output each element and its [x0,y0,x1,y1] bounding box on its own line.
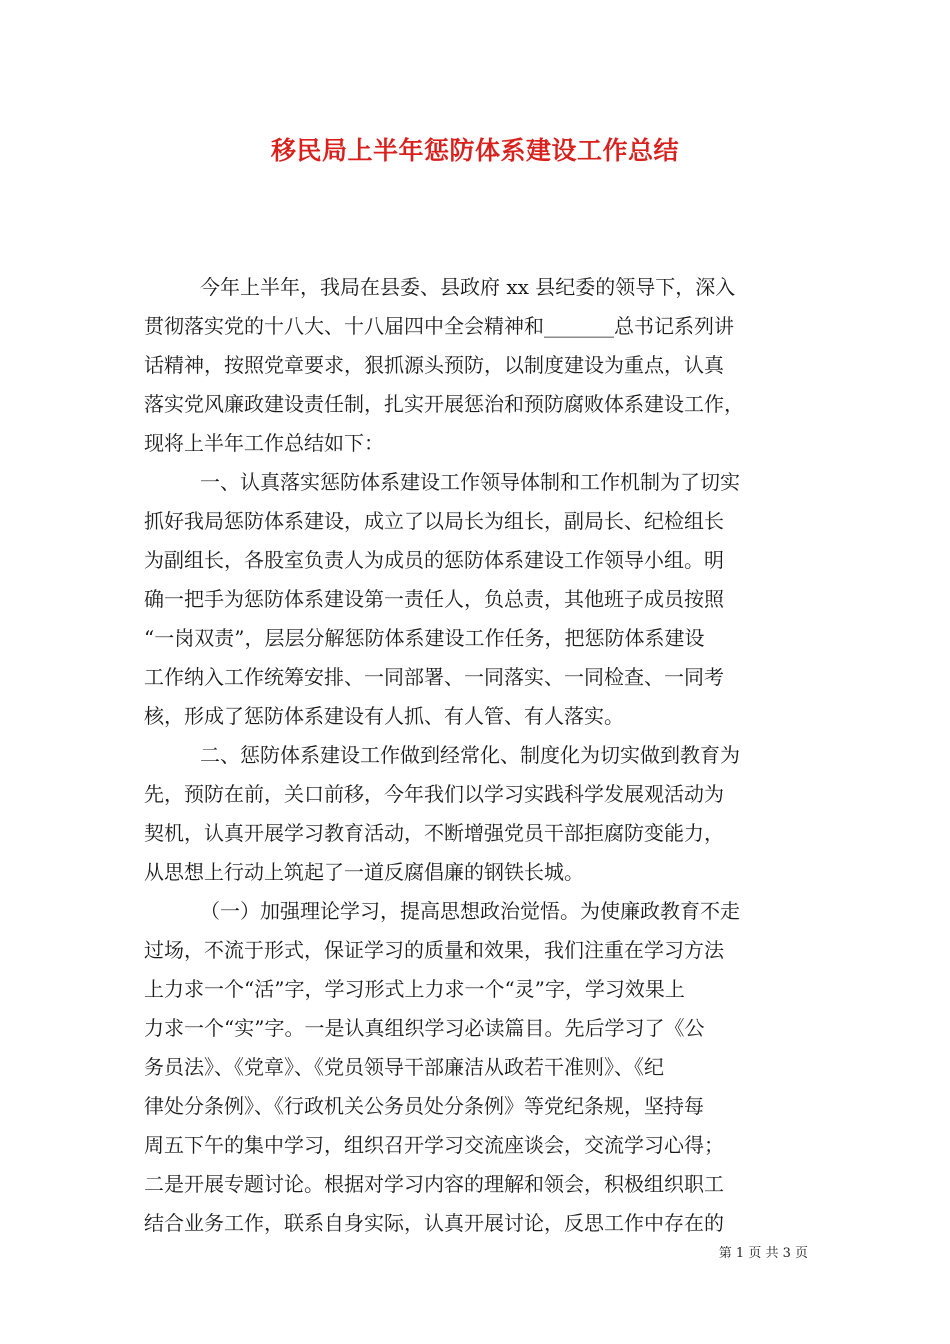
body-line: 务员法》、《党章》、《党员领导干部廉洁从政若干准则》、《纪 [144,1055,664,1079]
body-line: 律处分条例》、《行政机关公务员处分条例》等党纪条规，坚持每 [144,1094,704,1118]
body-line: 核，形成了惩防体系建设有人抓、有人管、有人落实。 [144,704,624,728]
body-line: 上力求一个“活”字，学习形式上力求一个“灵”字，学习效果上 [144,977,685,1001]
body-line: 二、惩防体系建设工作做到经常化、制度化为切实做到教育为 [200,743,740,767]
body-line: 确一把手为惩防体系建设第一责任人，负总责，其他班子成员按照 [144,587,724,611]
body-line: 结合业务工作，联系自身实际，认真开展讨论，反思工作中存在的 [144,1211,724,1235]
body-line: 落实党风廉政建设责任制，扎实开展惩治和预防腐败体系建设工作， [144,392,744,416]
body-line: 周五下午的集中学习，组织召开学习交流座谈会，交流学习心得； [144,1133,724,1157]
body-line: 今年上半年，我局在县委、县政府 xx 县纪委的领导下，深入 [200,275,736,299]
body-line: 力求一个“实”字。一是认真组织学习必读篇目。先后学习了《公 [144,1016,705,1040]
body-line: 话精神，按照党章要求，狠抓源头预防，以制度建设为重点，认真 [144,353,724,377]
body-line: 过场，不流于形式，保证学习的质量和效果，我们注重在学习方法 [144,938,724,962]
body-line: 一、认真落实惩防体系建设工作领导体制和工作机制为了切实 [200,470,740,494]
body-line: 从思想上行动上筑起了一道反腐倡廉的钢铁长城。 [144,860,584,884]
document-title: 移民局上半年惩防体系建设工作总结 [270,136,679,165]
body-line: 二是开展专题讨论。根据对学习内容的理解和领会，积极组织职工 [144,1172,724,1196]
body-line: （一）加强理论学习，提高思想政治觉悟。为使廉政教育不走 [200,899,740,923]
body-line: “一岗双责”，层层分解惩防体系建设工作任务，把惩防体系建设 [144,626,705,650]
body-line: 契机，认真开展学习教育活动，不断增强党员干部拒腐防变能力， [144,821,724,845]
body-line: 为副组长，各股室负责人为成员的惩防体系建设工作领导小组。明 [144,548,724,572]
body-line: 工作纳入工作统筹安排、一同部署、一同落实、一同检查、一同考 [144,665,724,689]
body-line: 先，预防在前，关口前移，今年我们以学习实践科学发展观活动为 [144,782,724,806]
body-line: 现将上半年工作总结如下： [144,431,384,455]
page-number: 第 1 页 共 3 页 [718,1246,808,1261]
body-line: 抓好我局惩防体系建设，成立了以局长为组长，副局长、纪检组长 [144,509,724,533]
body-line: 贯彻落实党的十八大、十八届四中全会精神和_______总书记系列讲 [144,314,734,338]
